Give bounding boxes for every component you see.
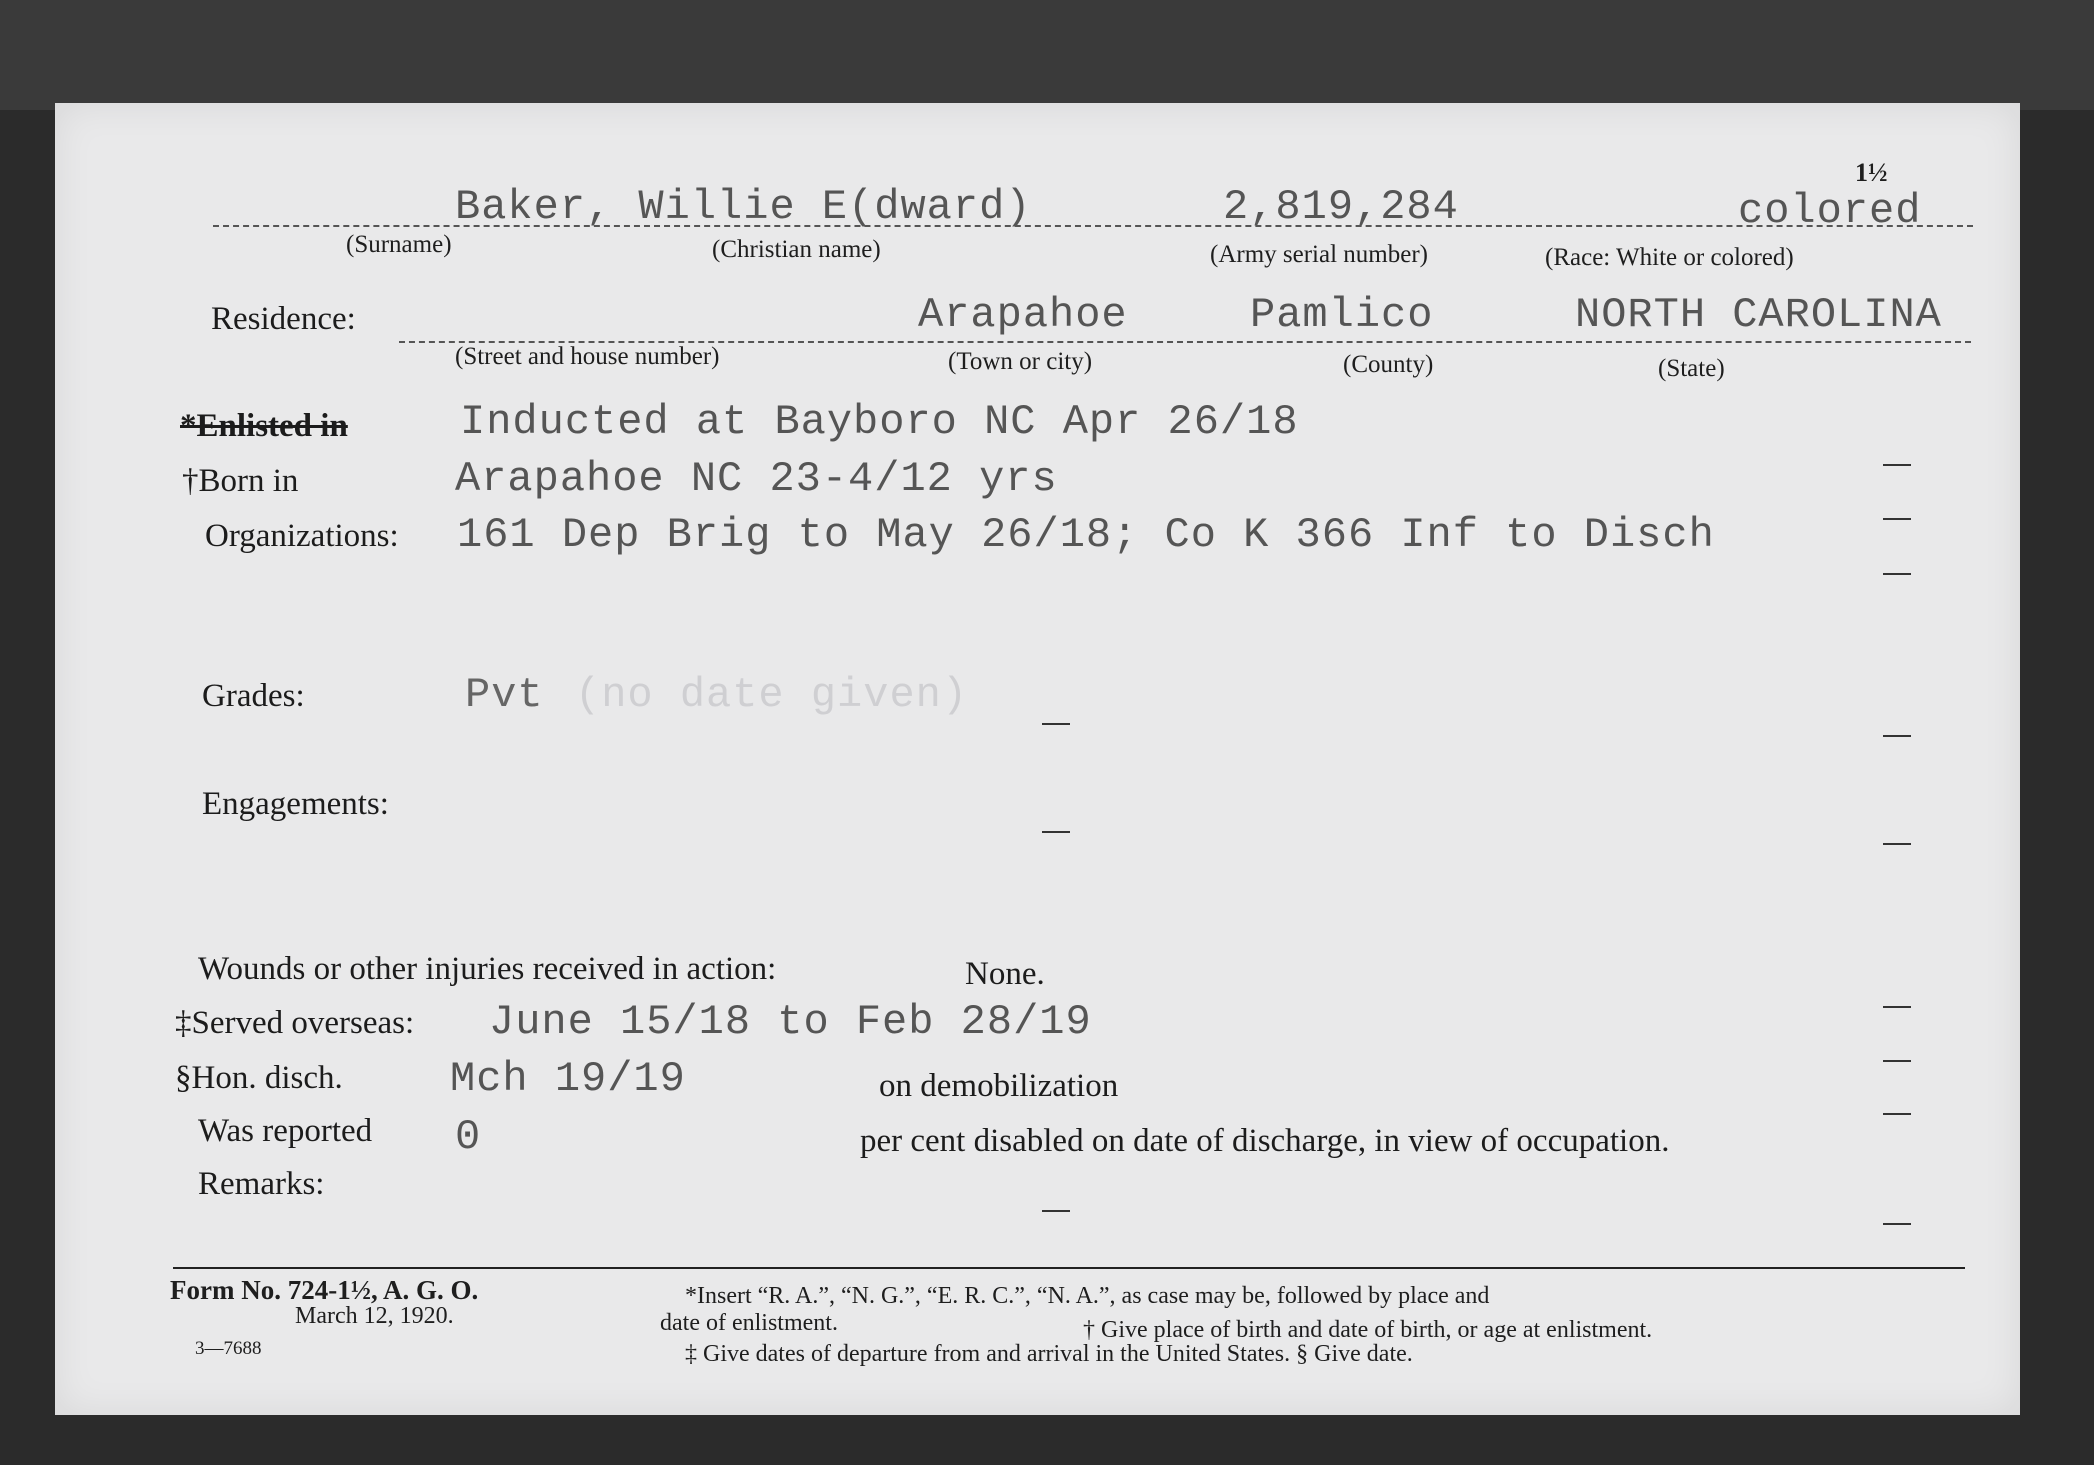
soldier-name: Baker, Willie E(dward) bbox=[455, 183, 1032, 231]
born-value: Arapahoe NC 23-4/12 yrs bbox=[455, 455, 1058, 503]
margin-dash bbox=[1883, 464, 1911, 466]
class-mark: 1½ bbox=[1855, 158, 1888, 187]
served-overseas-value: June 15/18 to Feb 28/19 bbox=[489, 998, 1092, 1046]
margin-dash bbox=[1042, 1210, 1070, 1212]
residence-town: Arapahoe bbox=[918, 291, 1128, 339]
enlisted-label: *Enlisted in bbox=[180, 408, 348, 444]
margin-dash bbox=[1883, 518, 1911, 520]
footer-rule bbox=[173, 1267, 1965, 1269]
footnote-line-1: *Insert “R. A.”, “N. G.”, “E. R. C.”, “N. A.”, as case may be, followed by place and bbox=[685, 1283, 1490, 1309]
caption-race: (Race: White or colored) bbox=[1545, 244, 1794, 271]
footnote-line-2a: date of enlistment. bbox=[660, 1310, 838, 1336]
caption-state: (State) bbox=[1658, 355, 1725, 382]
scan-background bbox=[0, 0, 2094, 110]
margin-dash bbox=[1883, 843, 1911, 845]
was-reported-value: 0 bbox=[455, 1113, 482, 1161]
footnote-line-2b: † Give place of birth and date of birth, or age at enlistment. bbox=[1083, 1317, 1653, 1343]
residence-state: NORTH CAROLINA bbox=[1575, 291, 1942, 339]
grades-faint-note: (no date given) bbox=[575, 671, 969, 719]
wounds-value: None. bbox=[965, 956, 1045, 992]
was-reported-suffix: per cent disabled on date of discharge, in view of occupation. bbox=[860, 1123, 1670, 1159]
footnote-line-3: ‡ Give dates of departure from and arrival in the United States. § Give date. bbox=[685, 1341, 1413, 1367]
grades-value: Pvt bbox=[465, 671, 544, 719]
caption-street: (Street and house number) bbox=[455, 343, 720, 370]
record-card bbox=[55, 103, 2020, 1415]
margin-dash bbox=[1883, 1113, 1911, 1115]
margin-dash bbox=[1883, 1223, 1911, 1225]
was-reported-label: Was reported bbox=[198, 1113, 373, 1149]
print-code: 3—7688 bbox=[195, 1338, 262, 1359]
organizations-label: Organizations: bbox=[205, 518, 399, 554]
margin-dash bbox=[1042, 723, 1070, 725]
margin-dash bbox=[1883, 573, 1911, 575]
margin-dash bbox=[1883, 1060, 1911, 1062]
margin-dash bbox=[1883, 735, 1911, 737]
remarks-label: Remarks: bbox=[198, 1166, 325, 1202]
caption-serial-number: (Army serial number) bbox=[1210, 241, 1428, 268]
margin-dash bbox=[1042, 831, 1070, 833]
organizations-value: 161 Dep Brig to May 26/18; Co K 366 Inf to Disch bbox=[457, 511, 1715, 559]
grades-label: Grades: bbox=[202, 678, 305, 714]
serial-number: 2,819,284 bbox=[1223, 183, 1459, 231]
race-value: colored bbox=[1738, 187, 1922, 235]
form-date: March 12, 1920. bbox=[295, 1303, 454, 1329]
margin-dash bbox=[1883, 1006, 1911, 1008]
caption-christian-name: (Christian name) bbox=[712, 236, 881, 263]
enlisted-value: Inducted at Bayboro NC Apr 26/18 bbox=[460, 398, 1299, 446]
wounds-label: Wounds or other injuries received in action: bbox=[198, 951, 777, 987]
hon-disch-value: Mch 19/19 bbox=[450, 1055, 686, 1103]
hon-disch-label: §Hon. disch. bbox=[175, 1060, 343, 1096]
served-overseas-label: ‡Served overseas: bbox=[175, 1005, 415, 1041]
caption-town: (Town or city) bbox=[948, 348, 1093, 375]
engagements-label: Engagements: bbox=[202, 786, 389, 822]
hon-disch-suffix: on demobilization bbox=[879, 1068, 1119, 1104]
born-label: †Born in bbox=[182, 463, 299, 499]
caption-county: (County) bbox=[1343, 351, 1434, 378]
caption-surname: (Surname) bbox=[346, 231, 452, 258]
form-number: Form No. 724-1½, A. G. O. bbox=[170, 1275, 479, 1305]
residence-label: Residence: bbox=[211, 301, 356, 337]
residence-county: Pamlico bbox=[1250, 291, 1434, 339]
